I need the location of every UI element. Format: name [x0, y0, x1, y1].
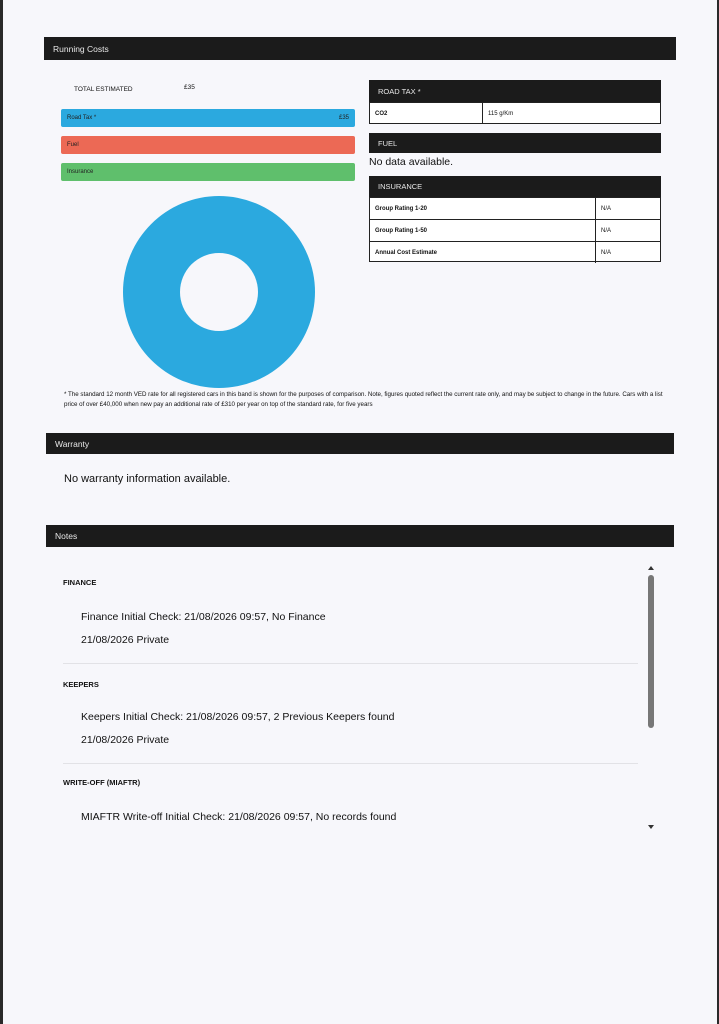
total-estimated-label: TOTAL ESTIMATED: [74, 86, 133, 93]
fuel-header: [369, 133, 661, 153]
table-row: [370, 241, 660, 263]
table-row: [370, 198, 660, 219]
road-tax-co2-value: 115 g/Km: [482, 103, 660, 124]
notes-header: [46, 525, 674, 547]
donut-hole: [180, 253, 258, 331]
note-heading-keepers: KEEPERS: [63, 680, 99, 689]
road-tax-co2-label: CO2: [375, 110, 388, 117]
note-line: Keepers Initial Check: 21/08/2026 09:57, 2 Previous Keepers found: [81, 711, 395, 723]
document-page: [3, 0, 717, 1024]
notes-scrollbar[interactable]: [646, 565, 658, 830]
scroll-up-arrow-icon[interactable]: [648, 566, 654, 570]
running-costs-title: Running Costs: [53, 43, 109, 54]
table-row: [370, 219, 660, 241]
legend-fuel-label: Fuel: [67, 142, 79, 148]
note-line: 21/08/2026 Private: [81, 634, 170, 646]
notes-title: Notes: [55, 531, 78, 541]
divider: [63, 663, 638, 664]
legend-insurance: [61, 163, 355, 181]
insurance-table: [369, 197, 661, 262]
insurance-row-label: Group Rating 1-20: [375, 205, 428, 212]
note-heading-write-off: WRITE-OFF (MIAFTR): [63, 778, 141, 787]
legend-road-tax-value: £35: [338, 115, 349, 121]
note-line: MIAFTR Write-off Initial Check: 21/08/2026 09:57, No records found: [81, 811, 397, 823]
table-row: [370, 103, 660, 124]
insurance-title: INSURANCE: [378, 182, 423, 191]
note-line: Finance Initial Check: 21/08/2026 09:57, No Finance: [81, 611, 326, 623]
road-tax-table: [369, 102, 661, 124]
warranty-title: Warranty: [55, 438, 90, 449]
fuel-title: FUEL: [378, 138, 398, 148]
legend-road-tax: [61, 109, 355, 127]
insurance-row-value: N/A: [595, 242, 660, 263]
insurance-header: [369, 176, 661, 197]
note-line: 21/08/2026 Private: [81, 734, 170, 746]
running-costs-header: [44, 37, 676, 60]
total-estimated-value: £35: [184, 84, 195, 91]
road-tax-footnote: * The standard 12 month VED rate for all registered cars in this band is shown for the purposes of comparison. Note, figures quoted reflect the current rate only, and may be subject to change in the future. Cars with a list price of over £40,000 when new pay an additional rate of £310 per year on top of the standard rate, for five years: [64, 391, 663, 408]
legend-road-tax-label: Road Tax *: [67, 115, 97, 121]
insurance-row-value: N/A: [595, 220, 660, 241]
insurance-row-value: N/A: [595, 198, 660, 219]
warranty-header: [46, 433, 674, 454]
road-tax-title: ROAD TAX *: [378, 86, 421, 96]
scroll-down-arrow-icon[interactable]: [648, 825, 654, 829]
fuel-message: No data available.: [369, 156, 454, 168]
note-heading-finance: FINANCE: [63, 578, 97, 587]
running-costs-donut-chart: [121, 194, 317, 390]
warranty-message: No warranty information available.: [64, 473, 231, 485]
legend-fuel: [61, 136, 355, 154]
road-tax-header: [369, 80, 661, 102]
legend-insurance-label: Insurance: [67, 169, 94, 175]
scrollbar-thumb[interactable]: [648, 575, 654, 728]
divider: [63, 763, 638, 764]
insurance-row-label: Annual Cost Estimate: [375, 249, 438, 256]
insurance-row-label: Group Rating 1-50: [375, 227, 428, 234]
